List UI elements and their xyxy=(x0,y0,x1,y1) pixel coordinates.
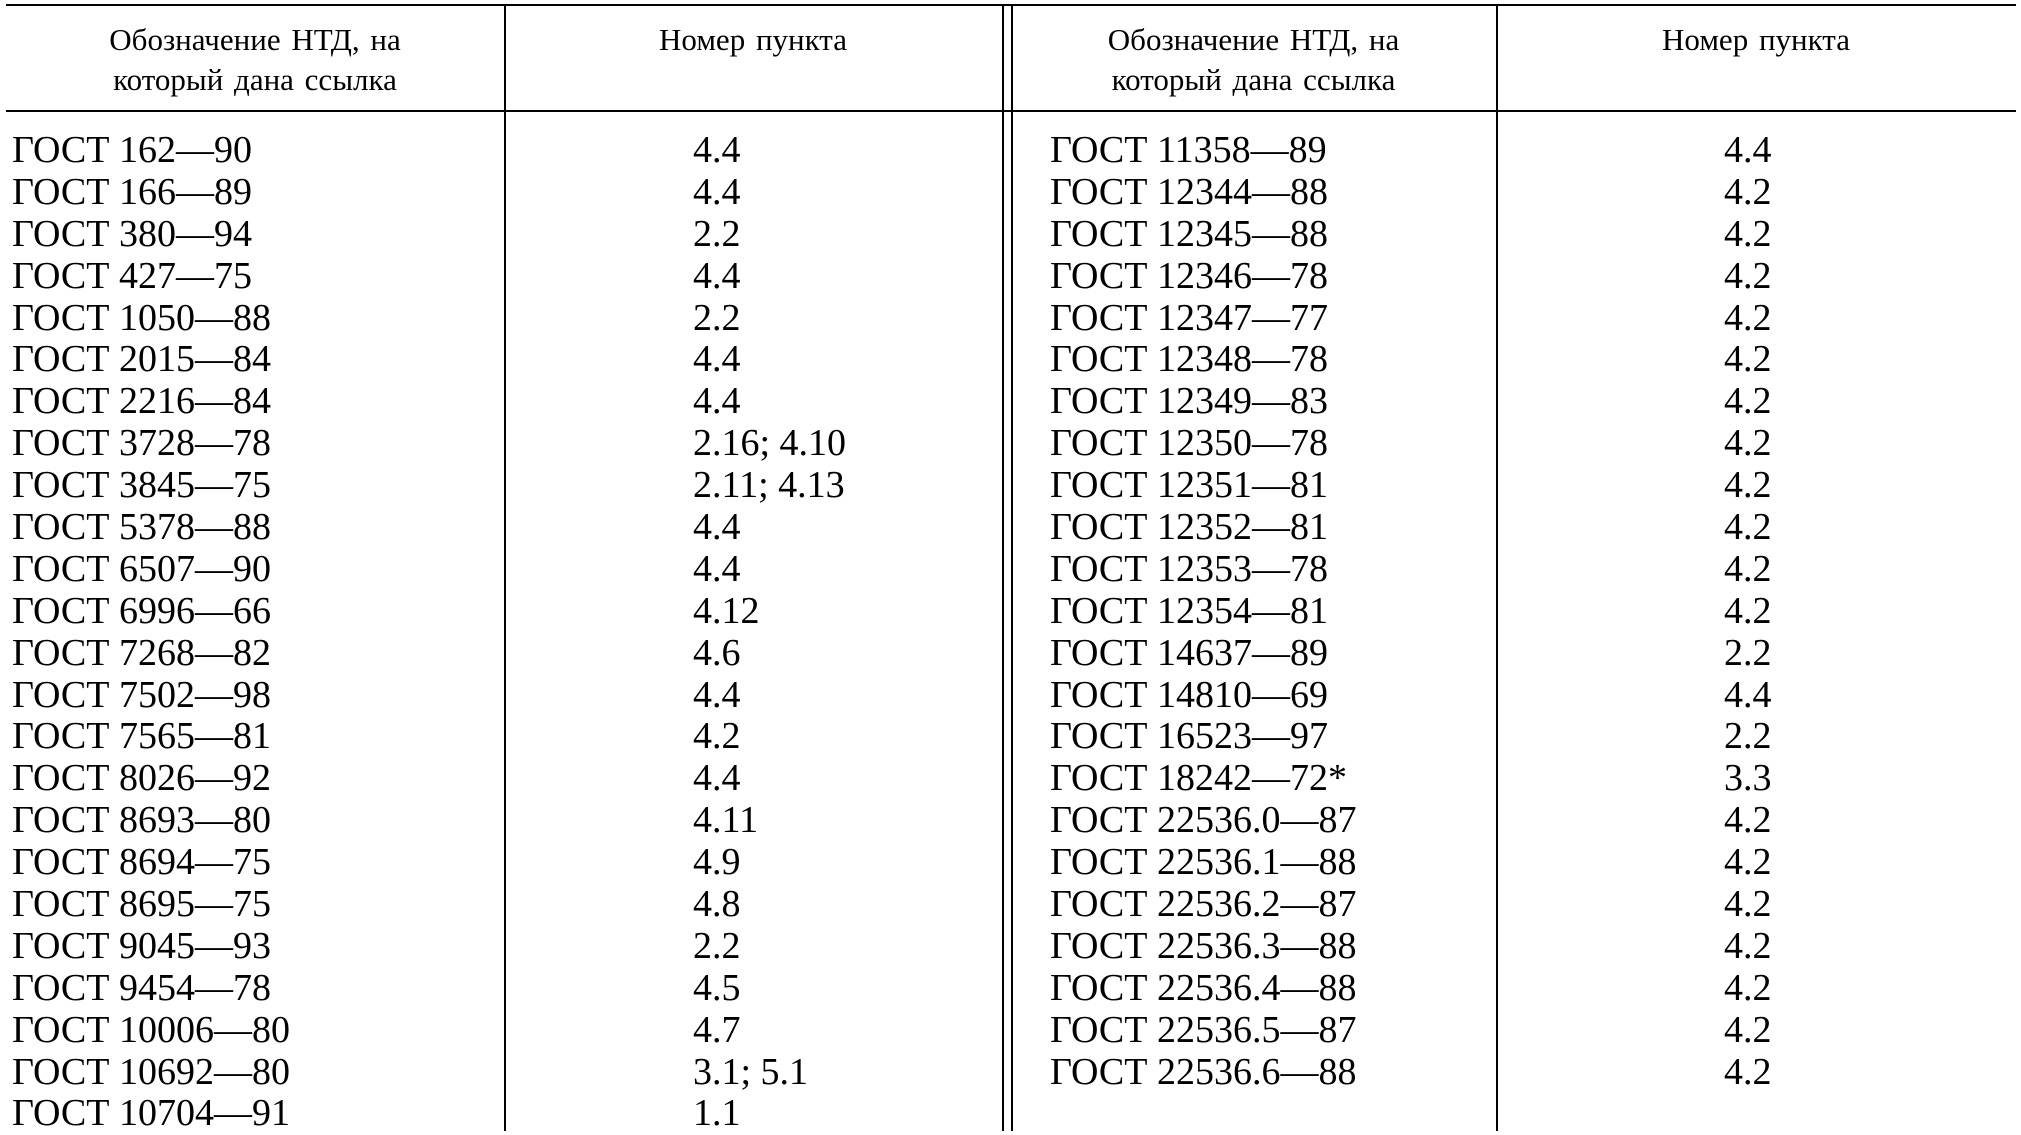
table-cell-item-number: 4.4 xyxy=(693,338,741,381)
table-cell-designation: ГОСТ 12353—78 xyxy=(1050,547,1328,590)
left-item-column xyxy=(693,130,846,1135)
table-cell-item-number: 4.12 xyxy=(693,589,760,632)
table-cell-item-number: 4.2 xyxy=(1724,1008,1772,1051)
table-cell-designation: ГОСТ 1050—88 xyxy=(12,296,271,339)
header-rule xyxy=(6,110,2016,112)
table-cell-designation: ГОСТ 22536.5—87 xyxy=(1050,1008,1357,1051)
table-cell-designation: ГОСТ 22536.0—87 xyxy=(1050,799,1357,842)
table-cell-item-number: 4.8 xyxy=(693,883,741,926)
table-cell-designation: ГОСТ 3845—75 xyxy=(12,464,271,507)
table-cell-item-number: 4.4 xyxy=(693,129,741,171)
table-cell-item-number: 4.4 xyxy=(693,757,741,800)
table-cell-designation: ГОСТ 162—90 xyxy=(12,129,252,171)
table-cell-item-number: 2.2 xyxy=(1724,715,1772,758)
table-cell-designation: ГОСТ 22536.1—88 xyxy=(1050,841,1357,884)
table-cell-item-number: 4.2 xyxy=(1724,254,1772,297)
table-cell-designation: ГОСТ 14810—69 xyxy=(1050,673,1328,716)
column-divider xyxy=(1496,6,1498,1131)
center-divider-right xyxy=(1011,6,1013,1131)
left-designation-column xyxy=(12,130,290,1135)
table-cell-designation: ГОСТ 380—94 xyxy=(12,212,252,255)
table-cell-item-number: 4.4 xyxy=(693,254,741,297)
table-cell-item-number: 2.2 xyxy=(693,212,741,255)
table-cell-designation: ГОСТ 12352—81 xyxy=(1050,506,1328,549)
table-cell-designation: ГОСТ 7565—81 xyxy=(12,715,271,758)
table-cell-item-number: 4.2 xyxy=(1724,883,1772,926)
table-cell-designation: ГОСТ 12350—78 xyxy=(1050,422,1328,465)
table-cell-item-number: 4.2 xyxy=(693,715,741,758)
right-designation-column xyxy=(1050,130,1357,1093)
table-cell-designation: ГОСТ 12351—81 xyxy=(1050,464,1328,507)
table-cell-designation: ГОСТ 7268—82 xyxy=(12,631,271,674)
table-cell-designation: ГОСТ 12345—88 xyxy=(1050,212,1328,255)
table-cell-designation: ГОСТ 11358—89 xyxy=(1050,129,1327,171)
table-cell-item-number: 4.2 xyxy=(1724,422,1772,465)
header-designation-right: Обозначение НТД, на который дана ссылка xyxy=(1107,22,1400,97)
table-cell-designation: ГОСТ 166—89 xyxy=(12,170,252,213)
table-cell-designation: ГОСТ 2216—84 xyxy=(12,380,271,423)
table-cell-designation: ГОСТ 8026—92 xyxy=(12,757,271,800)
table-cell-item-number: 4.2 xyxy=(1724,296,1772,339)
table-cell-designation: ГОСТ 12349—83 xyxy=(1050,380,1328,423)
table-cell-item-number: 4.7 xyxy=(693,1008,741,1051)
center-divider-left xyxy=(1002,6,1004,1131)
table-cell-item-number: 2.2 xyxy=(693,296,741,339)
table-cell-designation: ГОСТ 8694—75 xyxy=(12,841,271,884)
table-cell-item-number: 4.4 xyxy=(693,170,741,213)
header-item-number-right: Номер пункта xyxy=(1662,22,1850,57)
table-cell-designation: ГОСТ 9454—78 xyxy=(12,966,271,1009)
table-cell-designation: ГОСТ 16523—97 xyxy=(1050,715,1328,758)
table-cell-designation: ГОСТ 22536.4—88 xyxy=(1050,966,1357,1009)
table-cell-item-number: 4.2 xyxy=(1724,547,1772,590)
table-cell-item-number: 4.4 xyxy=(693,380,741,423)
table-cell-designation: ГОСТ 8693—80 xyxy=(12,799,271,842)
header-item-number-left: Номер пункта xyxy=(659,22,847,57)
table-cell-item-number: 4.2 xyxy=(1724,1050,1772,1093)
table-cell-item-number: 4.11 xyxy=(693,799,759,842)
reference-table xyxy=(6,4,2016,1135)
table-cell-designation: ГОСТ 6507—90 xyxy=(12,547,271,590)
table-cell-designation: ГОСТ 5378—88 xyxy=(12,506,271,549)
table-cell-item-number: 3.1; 5.1 xyxy=(693,1050,809,1093)
table-cell-designation: ГОСТ 2015—84 xyxy=(12,338,271,381)
table-cell-designation: ГОСТ 10006—80 xyxy=(12,1008,290,1051)
table-cell-designation: ГОСТ 6996—66 xyxy=(12,589,271,632)
table-cell-designation: ГОСТ 10704—91 xyxy=(12,1092,290,1135)
table-cell-item-number: 4.4 xyxy=(693,506,741,549)
table-cell-designation: ГОСТ 3728—78 xyxy=(12,422,271,465)
table-cell-designation: ГОСТ 12348—78 xyxy=(1050,338,1328,381)
table-cell-designation: ГОСТ 12354—81 xyxy=(1050,589,1328,632)
column-divider xyxy=(504,6,506,1131)
table-cell-item-number: 4.2 xyxy=(1724,212,1772,255)
table-cell-designation: ГОСТ 12347—77 xyxy=(1050,296,1328,339)
table-cell-item-number: 2.2 xyxy=(1724,631,1772,674)
header-designation-left: Обозначение НТД, на который дана ссылка xyxy=(109,22,401,97)
table-cell-designation: ГОСТ 22536.2—87 xyxy=(1050,883,1357,926)
table-cell-item-number: 4.5 xyxy=(693,966,741,1009)
table-cell-item-number: 4.2 xyxy=(1724,924,1772,967)
table-cell-designation: ГОСТ 427—75 xyxy=(12,254,252,297)
table-cell-item-number: 4.2 xyxy=(1724,966,1772,1009)
table-cell-item-number: 2.16; 4.10 xyxy=(693,422,847,465)
table-cell-item-number: 4.4 xyxy=(1724,673,1772,716)
table-cell-item-number: 4.6 xyxy=(693,631,741,674)
table-cell-designation: ГОСТ 7502—98 xyxy=(12,673,271,716)
table-cell-item-number: 2.2 xyxy=(693,924,741,967)
table-cell-designation: ГОСТ 10692—80 xyxy=(12,1050,290,1093)
table-cell-item-number: 1.1 xyxy=(693,1092,741,1135)
table-cell-item-number: 4.2 xyxy=(1724,170,1772,213)
table-cell-item-number: 4.2 xyxy=(1724,506,1772,549)
table-cell-item-number: 4.4 xyxy=(693,547,741,590)
table-cell-item-number: 4.2 xyxy=(1724,589,1772,632)
right-item-column xyxy=(1724,130,1772,1093)
table-cell-designation: ГОСТ 22536.6—88 xyxy=(1050,1050,1357,1093)
table-cell-item-number: 4.2 xyxy=(1724,799,1772,842)
table-cell-item-number: 3.3 xyxy=(1724,757,1772,800)
table-cell-item-number: 2.11; 4.13 xyxy=(693,464,845,507)
table-cell-designation: ГОСТ 18242—72* xyxy=(1050,757,1347,800)
table-cell-item-number: 4.2 xyxy=(1724,841,1772,884)
table-cell-designation: ГОСТ 9045—93 xyxy=(12,924,271,967)
table-cell-designation: ГОСТ 8695—75 xyxy=(12,883,271,926)
table-cell-designation: ГОСТ 12346—78 xyxy=(1050,254,1328,297)
table-cell-designation: ГОСТ 14637—89 xyxy=(1050,631,1328,674)
table-cell-item-number: 4.9 xyxy=(693,841,741,884)
table-cell-designation: ГОСТ 22536.3—88 xyxy=(1050,924,1357,967)
table-cell-item-number: 4.4 xyxy=(1724,129,1772,171)
table-cell-item-number: 4.4 xyxy=(693,673,741,716)
table-cell-item-number: 4.2 xyxy=(1724,380,1772,423)
table-cell-designation: ГОСТ 12344—88 xyxy=(1050,170,1328,213)
table-cell-item-number: 4.2 xyxy=(1724,464,1772,507)
table-cell-item-number: 4.2 xyxy=(1724,338,1772,381)
